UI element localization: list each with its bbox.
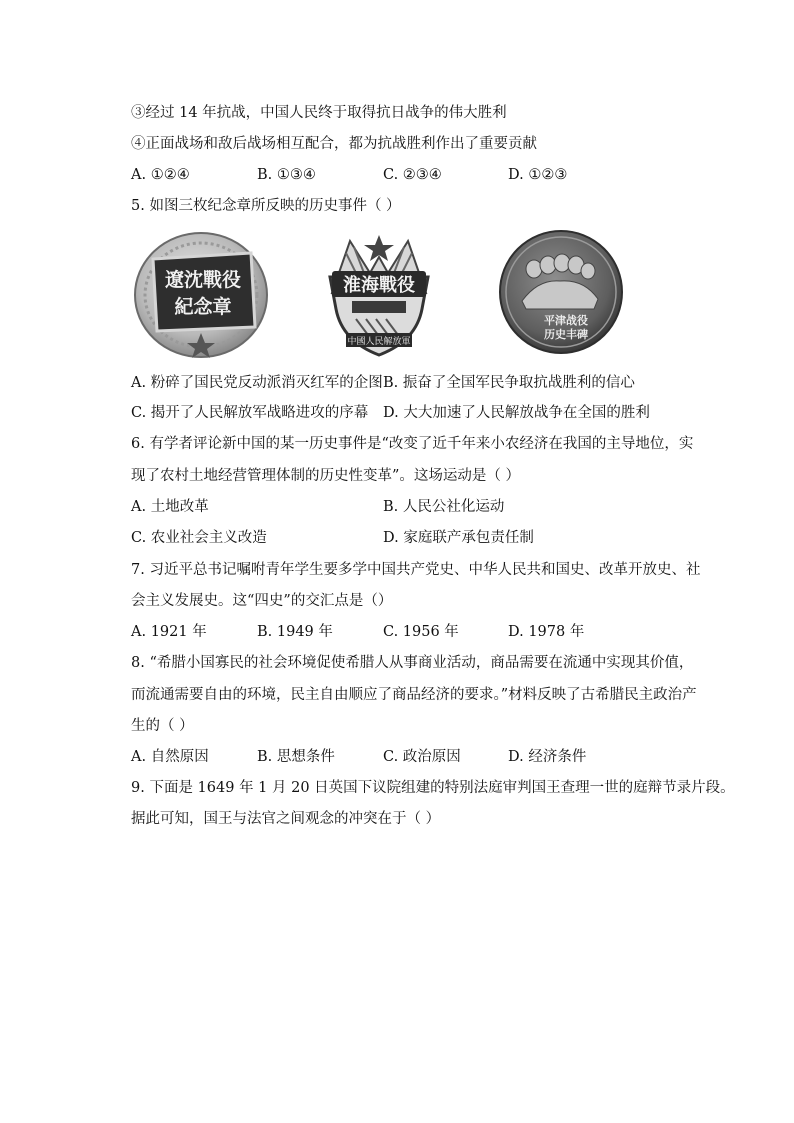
q8-option-d: D. 经济条件 [508,749,587,765]
q5-option-b: B. 振奋了全国军民争取抗战胜利的信心 [383,375,635,391]
question-6-line1: 6. 有学者评论新中国的某一历史事件是“改变了近千年来小农经济在我国的主导地位，实 [131,436,694,452]
huaihai-medal-bottom: 中國人民解放軍 [347,337,411,347]
liaoshen-medal [133,231,269,359]
pingjin-medal-subtitle: 历史丰碑 [544,328,588,341]
pingjin-medal [498,229,624,355]
q6-option-a: A. 土地改革 [131,499,209,515]
question-6-line2: 现了农村土地经营管理体制的历史性变革”。这场运动是（ ） [131,468,521,484]
q8-option-a: A. 自然原因 [131,749,209,765]
question-8-line3: 生的（ ） [131,718,194,734]
question-8-line1: 8. “希腊小国寡民的社会环境促使希腊人从事商业活动，商品需要在流通中实现其价值， [131,655,694,671]
huaihai-medal-title: 淮海戰役 [343,275,415,296]
question-5-stem: 5. 如图三枚纪念章所反映的历史事件（ ） [131,198,401,214]
q7-option-a: A. 1921 年 [131,624,207,640]
question-9-line2: 据此可知，国王与法官之间观念的冲突在于（ ） [131,811,441,827]
huaihai-medal [316,233,442,359]
item-4: ④正面战场和敌后战场相互配合，都为抗战胜利作出了重要贡献 [131,136,537,152]
option-c: C. ②③④ [383,167,442,183]
question-8-line2: 而流通需要自由的环境，民主自由顺应了商品经济的要求。”材料反映了古希腊民主政治产 [131,687,697,703]
q6-option-b: B. 人民公社化运动 [383,499,505,515]
item-3: ③经过 14 年抗战，中国人民终于取得抗日战争的伟大胜利 [131,105,507,121]
q7-option-d: D. 1978 年 [508,624,585,640]
question-9-line1: 9. 下面是 1649 年 1 月 20 日英国下议院组建的特别法庭审判国王查理一世的庭辩节录片段。 [131,780,735,796]
q5-option-d: D. 大大加速了人民解放战争在全国的胜利 [383,405,650,421]
q7-option-c: C. 1956 年 [383,624,459,640]
pingjin-medal-title: 平津战役 [544,314,588,327]
question-7-line2: 会主义发展史。这“四史”的交汇点是（） [131,593,393,609]
q5-option-a: A. 粉碎了国民党反动派消灭红军的企图 [131,375,383,391]
option-d: D. ①②③ [508,167,568,183]
question-7-line1: 7. 习近平总书记嘱咐青年学生要多学中国共产党史、中华人民共和国史、改革开放史、社 [131,562,701,578]
q8-option-b: B. 思想条件 [257,749,335,765]
option-b: B. ①③④ [257,167,316,183]
q5-option-c: C. 揭开了人民解放军战略进攻的序幕 [131,405,369,421]
liaoshen-medal-subtitle: 紀念章 [174,296,232,318]
q7-option-b: B. 1949 年 [257,624,333,640]
q6-option-c: C. 农业社会主义改造 [131,530,267,546]
q8-option-c: C. 政治原因 [383,749,461,765]
q6-option-d: D. 家庭联产承包责任制 [383,530,534,546]
liaoshen-medal-title: 遼沈戰役 [164,269,242,291]
option-a: A. ①②④ [131,167,190,183]
